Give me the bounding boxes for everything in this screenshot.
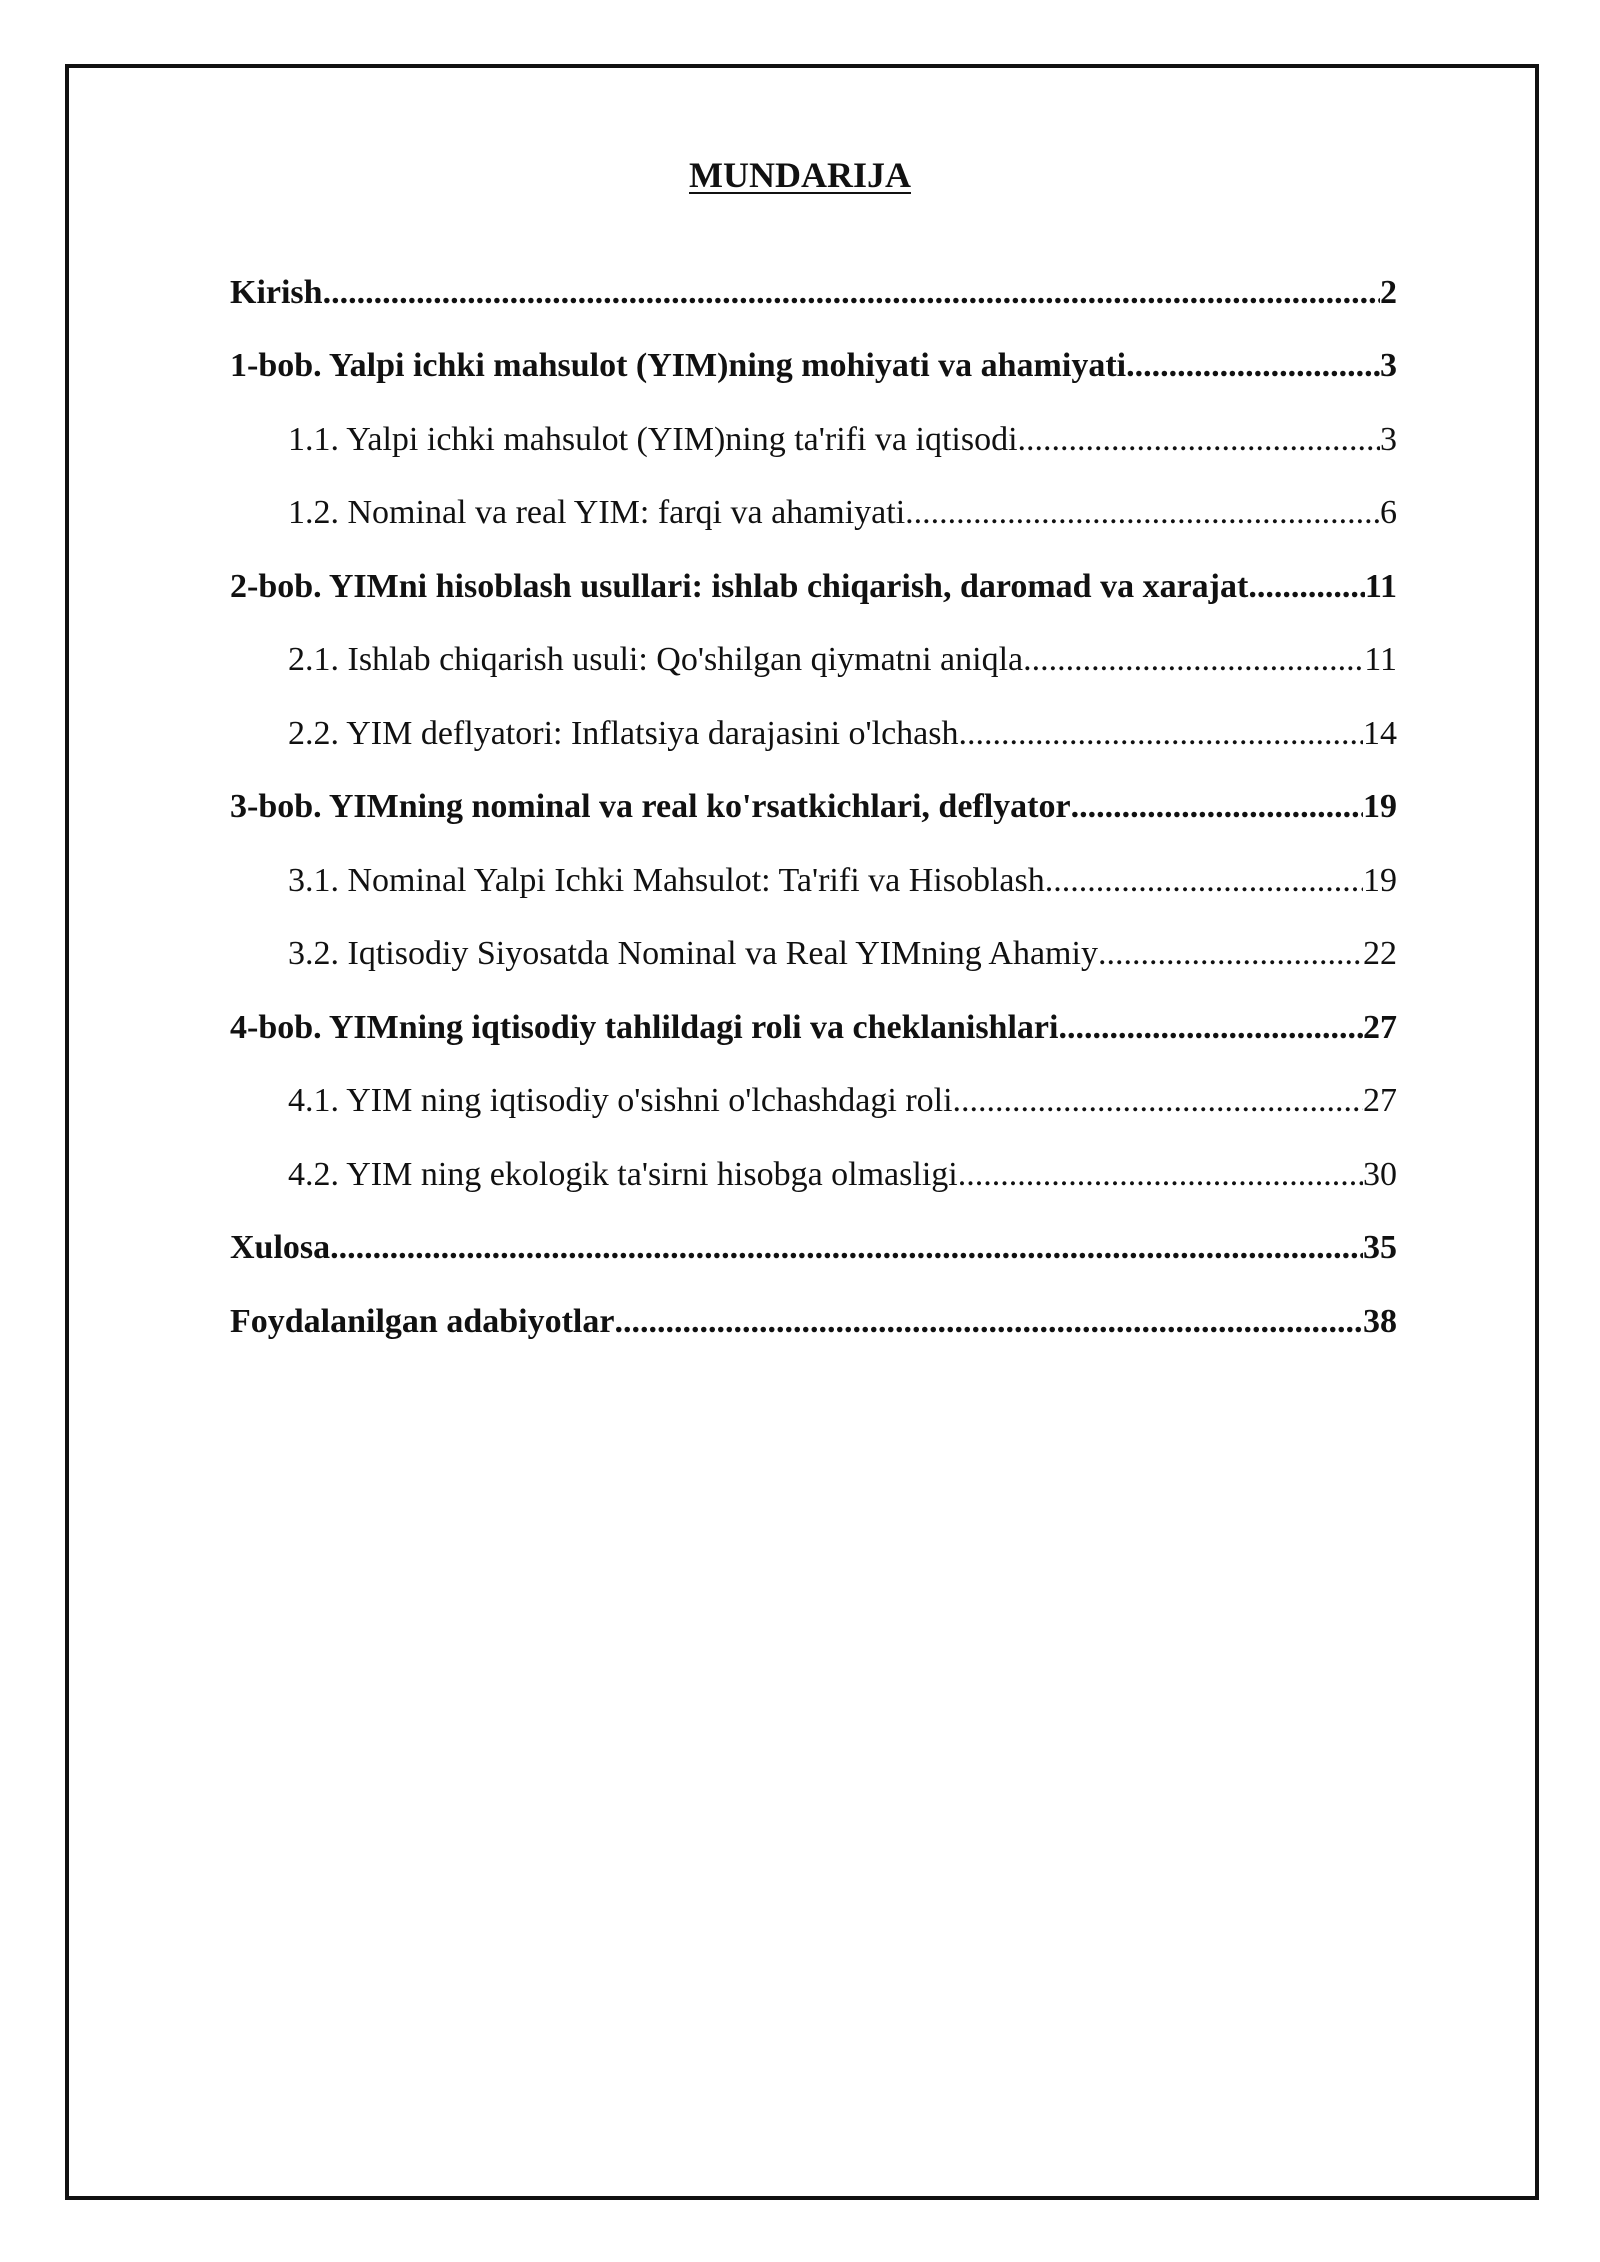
toc-entry[interactable] <box>230 624 1397 698</box>
toc-entry-title: 2.2. YIM deflyatori: Inflatsiya darajasini o'lchash <box>288 714 959 752</box>
toc-entry-title: 2.1. Ishlab chiqarish usuli: Qo'shilgan qiymatni aniqla <box>288 641 1024 679</box>
toc-dot-leader <box>905 494 1380 532</box>
toc-entry-title: 2-bob. YIMni hisoblash usullari: ishlab chiqarish, daromad va xarajat <box>230 567 1249 605</box>
toc-entry-title: Kirish <box>230 273 323 311</box>
toc-entry[interactable] <box>230 1138 1397 1212</box>
toc-page-number: 38 <box>1363 1302 1397 1340</box>
toc-entry[interactable] <box>230 330 1397 404</box>
toc-entry[interactable] <box>230 256 1397 330</box>
toc-dot-leader <box>1018 421 1380 459</box>
toc-entry-title: 3-bob. YIMning nominal va real ko'rsatkichlari, deflyator <box>230 788 1071 826</box>
toc-dot-leader <box>1045 862 1363 900</box>
toc-page-number: 11 <box>1364 567 1397 605</box>
toc-dot-leader <box>1098 935 1363 973</box>
toc-page-number: 2 <box>1380 273 1397 311</box>
toc-dot-leader <box>1058 1009 1363 1047</box>
toc-entry[interactable] <box>230 918 1397 992</box>
toc-page-number: 35 <box>1363 1229 1397 1267</box>
toc-entry[interactable] <box>230 771 1397 845</box>
toc-page-number: 11 <box>1364 641 1397 679</box>
toc-entry-title: 4-bob. YIMning iqtisodiy tahlildagi roli va cheklanishlari <box>230 1008 1059 1046</box>
toc-entry-title: 1.1. Yalpi ichki mahsulot (YIM)ning ta'rifi va iqtisodi <box>288 420 1018 458</box>
toc-page-number: 27 <box>1363 1008 1397 1046</box>
toc-page-number: 6 <box>1380 494 1397 532</box>
toc-dot-leader <box>958 1156 1363 1194</box>
toc-entry[interactable] <box>230 844 1397 918</box>
toc-dot-leader <box>1023 641 1364 679</box>
toc-entry[interactable] <box>230 1212 1397 1286</box>
toc-entry[interactable] <box>230 991 1397 1065</box>
toc-dot-leader <box>330 1229 1363 1267</box>
toc-entry-title: 4.1. YIM ning iqtisodiy o'sishni o'lchashdagi roli <box>288 1082 953 1120</box>
toc-entry-title: 1.2. Nominal va real YIM: farqi va ahamiyati <box>288 494 906 532</box>
toc-entry[interactable] <box>230 403 1397 477</box>
toc-dot-leader <box>1248 568 1365 606</box>
toc-page-number: 22 <box>1363 935 1397 973</box>
toc-dot-leader <box>323 274 1380 312</box>
toc-page-number: 19 <box>1363 861 1397 899</box>
toc-entry[interactable] <box>230 1285 1397 1359</box>
toc-dot-leader <box>1126 347 1380 385</box>
toc-entry-title: 3.1. Nominal Yalpi Ichki Mahsulot: Ta'rifi va Hisoblash <box>288 861 1045 899</box>
toc-page-number: 3 <box>1380 420 1397 458</box>
toc-entry-title: 3.2. Iqtisodiy Siyosatda Nominal va Real YIMning Ahamiy <box>288 935 1098 973</box>
toc-entry-title: Xulosa <box>230 1229 331 1267</box>
toc-entry[interactable] <box>230 477 1397 551</box>
toc-entry-title: 1-bob. Yalpi ichki mahsulot (YIM)ning mohiyati va ahamiyati <box>230 347 1127 385</box>
toc-page-number: 14 <box>1363 714 1397 752</box>
toc-dot-leader <box>1071 788 1363 826</box>
toc-entry[interactable] <box>230 697 1397 771</box>
toc-entry[interactable] <box>230 550 1397 624</box>
toc-dot-leader <box>614 1303 1363 1341</box>
toc-entry-title: Foydalanilgan adabiyotlar <box>230 1302 615 1340</box>
toc-page-number: 19 <box>1363 788 1397 826</box>
page-title: MUNDARIJA <box>689 155 911 195</box>
toc-page-number: 3 <box>1380 347 1397 385</box>
toc-entry[interactable] <box>230 1065 1397 1139</box>
toc-dot-leader <box>959 715 1363 753</box>
toc-page-number: 27 <box>1363 1082 1397 1120</box>
toc-page-number: 30 <box>1363 1155 1397 1193</box>
table-of-contents <box>230 256 1397 1359</box>
toc-dot-leader <box>953 1082 1363 1120</box>
toc-entry-title: 4.2. YIM ning ekologik ta'sirni hisobga olmasligi <box>288 1155 958 1193</box>
